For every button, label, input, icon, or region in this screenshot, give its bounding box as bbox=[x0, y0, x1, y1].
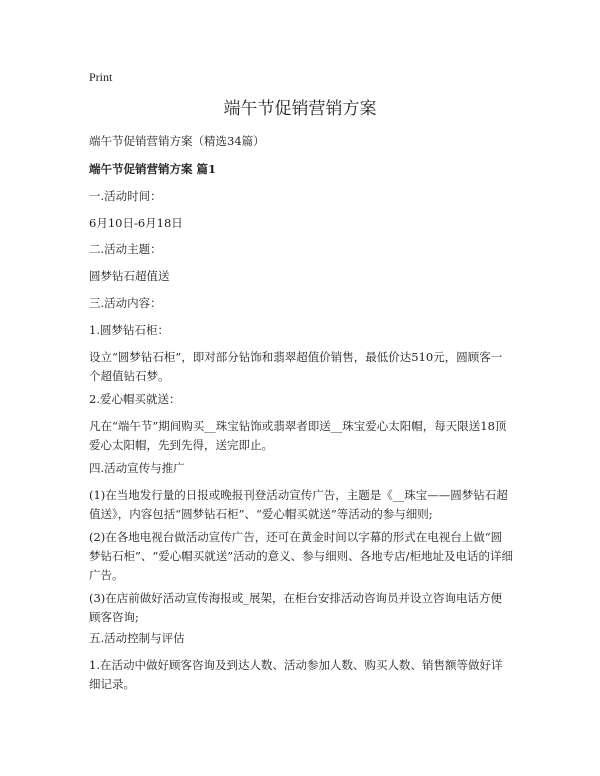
paragraph-hat-gift: 凡在“端午节”期间购买__珠宝钻饰或翡翠者即送__珠宝爱心太阳帽，每天限送18顶爱心太阳帽，先到先得，送完即止。 bbox=[89, 419, 507, 452]
section-heading: 端午节促销营销方案 篇1 bbox=[89, 162, 217, 176]
paragraph-hat-gift-heading: 2.爱心帽买就送： bbox=[89, 392, 181, 406]
paragraph-promotion-3: (3)在店前做好活动宣传海报或_展架，在柜台安排活动咨询员并设立咨询电话方便顾客咨询; bbox=[89, 591, 503, 624]
paragraph-activity-time: 6月10日-6月18日 bbox=[89, 216, 183, 230]
paragraph-diamond-counter-heading: 1.圆梦钻石柜： bbox=[89, 323, 169, 337]
paragraph-activity-theme-heading: 二.活动主题： bbox=[89, 242, 162, 256]
paragraph-promotion-2: (2)在各地电视台做活动宣传广告，还可在黄金时间以字幕的形式在电视台上做“圆梦钻石柜”、“爱心帽买就送”活动的意义、参与细则、各地专店/柜地址及电话的详细广告。 bbox=[89, 530, 514, 582]
paragraph-control-1: 1.在活动中做好顾客咨询及到达人数、活动参加人数、购买人数、销售额等做好详细记录。 bbox=[89, 658, 503, 691]
paragraph-activity-time-heading: 一.活动时间： bbox=[89, 189, 162, 203]
page-title: 端午节促销营销方案 bbox=[223, 99, 377, 119]
subtitle: 端午节促销营销方案（精选34篇） bbox=[89, 134, 265, 148]
paragraph-promotion-heading: 四.活动宣传与推广 bbox=[89, 461, 185, 475]
paragraph-activity-theme: 圆梦钻石超值送 bbox=[89, 269, 170, 283]
paragraph-diamond-counter: 设立“圆梦钻石柜”，即对部分钻饰和翡翠超值价销售，最低价达510元，圆顾客一个超值钻石梦。 bbox=[89, 350, 503, 383]
paragraph-activity-content-heading: 三.活动内容： bbox=[89, 296, 162, 310]
paragraph-promotion-1: (1)在当地发行量的日报或晚报刊登活动宣传广告，主题是《__珠宝——圆梦钻石超值送》，内容包括“圆梦钻石柜”、“爱心帽买就送”等活动的参与细则; bbox=[89, 488, 508, 521]
paragraph-control-heading: 五.活动控制与评估 bbox=[89, 631, 185, 645]
print-link[interactable]: Print bbox=[89, 70, 113, 84]
